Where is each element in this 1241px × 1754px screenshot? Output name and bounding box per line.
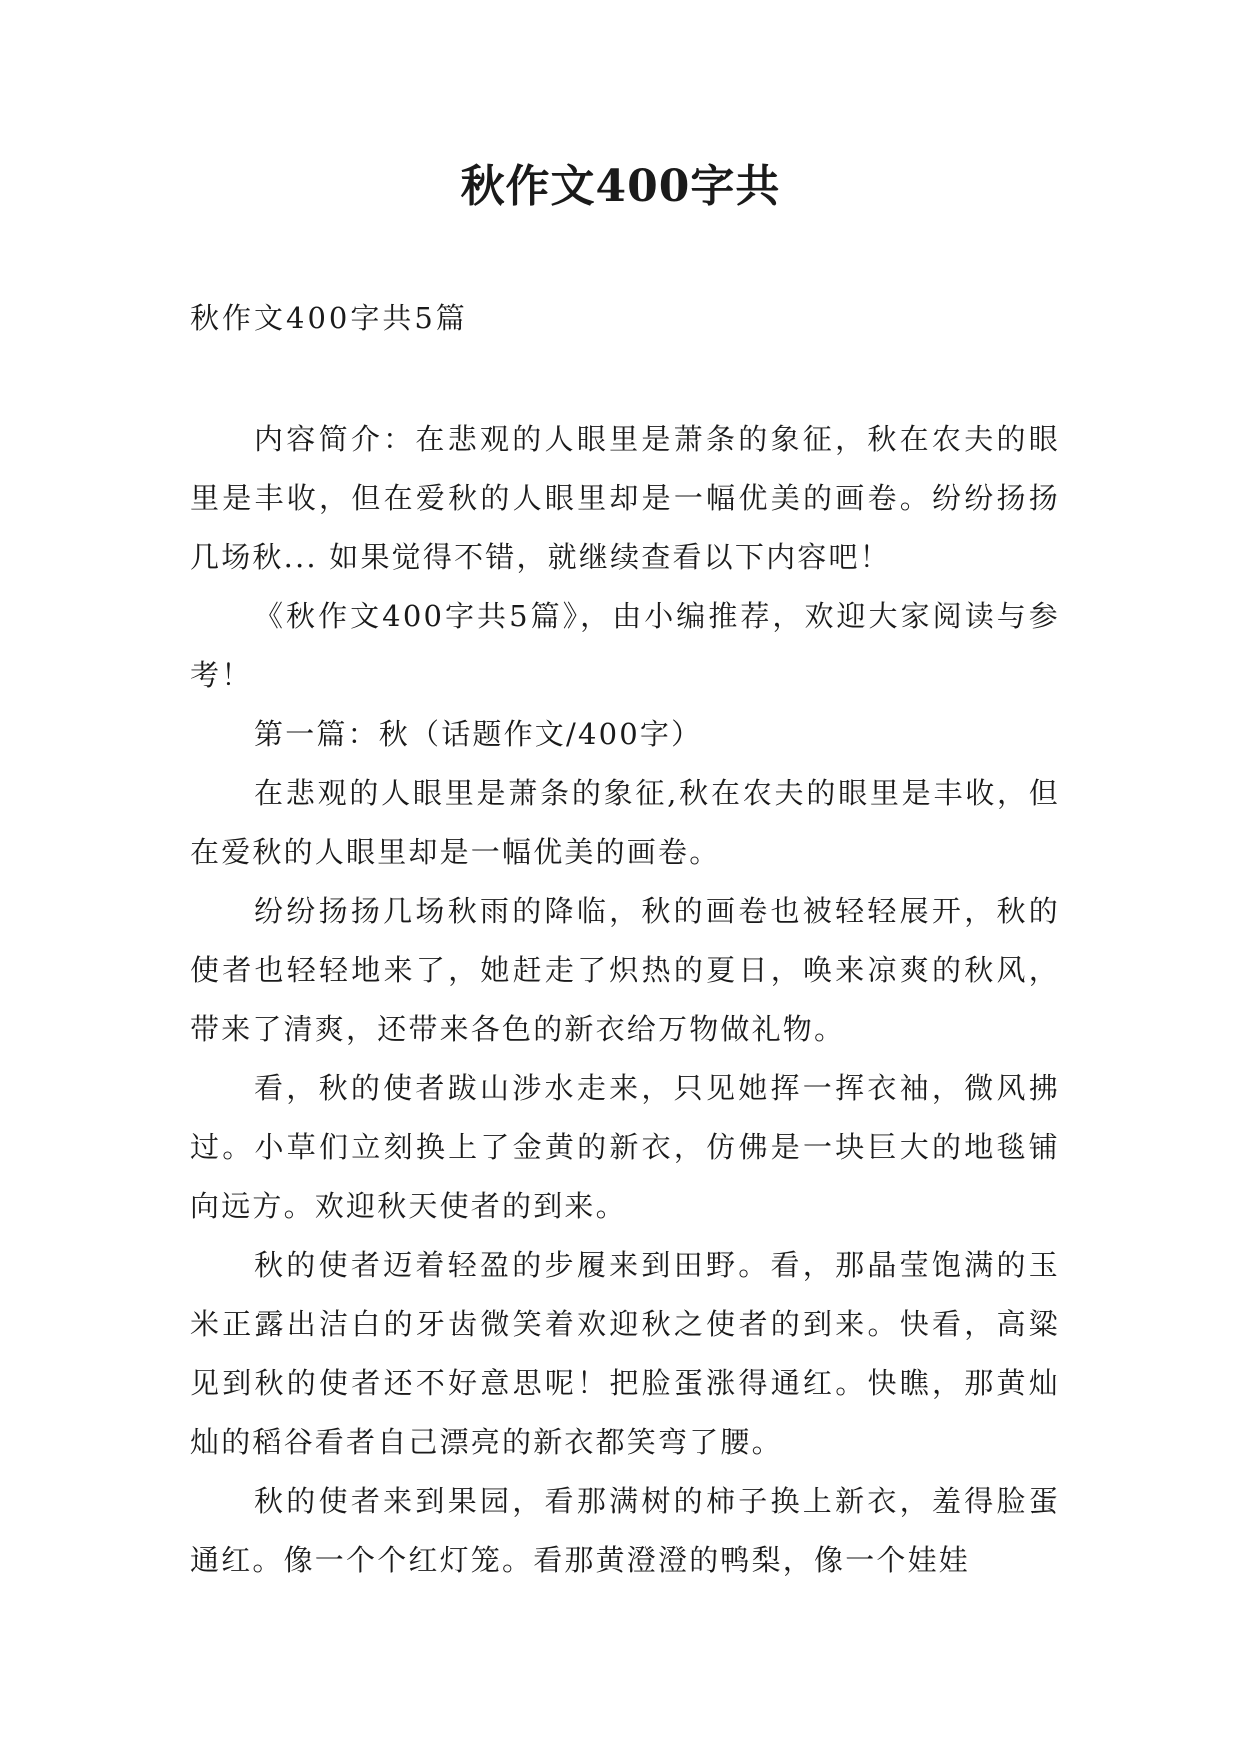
paragraph: 在悲观的人眼里是萧条的象征,秋在农夫的眼里是丰收，但在爱秋的人眼里却是一幅优美的画卷。: [190, 776, 1060, 869]
paragraph: 看，秋的使者跋山涉水走来，只见她挥一挥衣袖，微风拂过。小草们立刻换上了金黄的新衣，仿佛是一块巨大的地毯铺向远方。欢迎秋天使者的到来。: [190, 1071, 1060, 1223]
paragraph-intro: 内容简介：在悲观的人眼里是萧条的象征，秋在农夫的眼里是丰收，但在爱秋的人眼里却是一幅优美的画卷。纷纷扬扬几场秋... 如果觉得不错，就继续查看以下内容吧！: [190, 422, 1060, 574]
paragraph: 纷纷扬扬几场秋雨的降临，秋的画卷也被轻轻展开，秋的使者也轻轻地来了，她赶走了炽热的夏日，唤来凉爽的秋风，带来了清爽，还带来各色的新衣给万物做礼物。: [190, 894, 1060, 1046]
paragraph-heading-first: 第一篇：秋（话题作文/400字）: [254, 717, 703, 751]
document-body: [190, 410, 1060, 1590]
paragraph: 秋的使者迈着轻盈的步履来到田野。看，那晶莹饱满的玉米正露出洁白的牙齿微笑着欢迎秋之使者的到来。快看，高粱见到秋的使者还不好意思呢！把脸蛋涨得通红。快瞧，那黄灿灿的稻谷看者自己漂亮的新衣都笑弯了腰。: [190, 1248, 1060, 1459]
document-title: 秋作文400字共: [460, 161, 781, 212]
document-subtitle: 秋作文400字共5篇: [190, 301, 468, 335]
paragraph: 秋的使者来到果园，看那满树的柿子换上新衣，羞得脸蛋通红。像一个个红灯笼。看那黄澄澄的鸭梨，像一个娃娃: [190, 1484, 1060, 1577]
paragraph-recommendation: 《秋作文400字共5篇》，由小编推荐，欢迎大家阅读与参考！: [190, 599, 1060, 692]
